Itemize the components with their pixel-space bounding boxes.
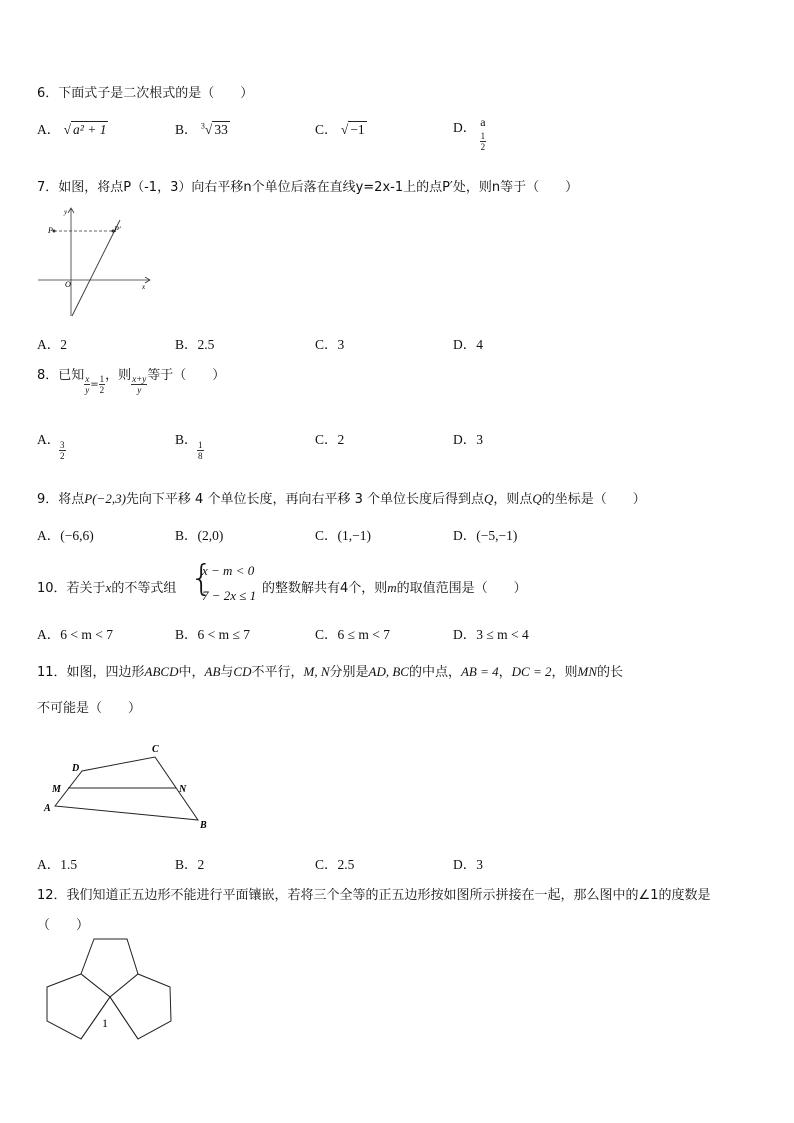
fraction-denominator: 2: [99, 385, 105, 395]
label-p-prime: P′: [114, 225, 121, 234]
q12-stem-line2: （ ）: [37, 918, 90, 933]
inequality-2: 7 − 2x ≤ 1: [202, 588, 257, 603]
q6-option-d[interactable]: [453, 116, 486, 152]
label-origin: O: [65, 280, 71, 289]
stem-text: 的整数解共有4个，则: [262, 581, 388, 596]
q8-option-d[interactable]: D．3: [453, 432, 483, 447]
radicand: 33: [214, 122, 228, 137]
fraction-numerator: 1: [198, 440, 203, 450]
q11-figure: [36, 738, 216, 830]
stem-text: 9．将点: [37, 492, 85, 507]
stem-text: 10．若关于: [37, 581, 106, 596]
q11-option-a[interactable]: A．1.5: [37, 857, 78, 872]
pentagon-left: [47, 974, 110, 1039]
label-a: A: [44, 803, 51, 814]
radicand: −1: [350, 122, 365, 137]
math-adbc: AD, BC: [368, 664, 409, 679]
q7-option-a[interactable]: A．2: [37, 337, 67, 352]
label-b: B: [200, 820, 207, 830]
point-q: Q: [532, 491, 542, 506]
variable: a: [480, 115, 486, 129]
q10-option-a[interactable]: A．6 < m < 7: [37, 627, 113, 642]
q11-option-c[interactable]: C．2.5: [315, 857, 355, 872]
fraction-numerator: x: [85, 374, 90, 384]
option-label: D．: [453, 120, 477, 135]
stem-text: ，则: [105, 368, 132, 383]
fraction-denominator: 8: [198, 451, 203, 461]
label-p: P: [48, 226, 53, 235]
q10-option-d[interactable]: D．3 ≤ m < 4: [453, 627, 529, 642]
radical: √ a² + 1: [63, 122, 107, 137]
label-m: M: [52, 784, 61, 795]
q9-option-d[interactable]: D．(−5,−1): [453, 528, 518, 543]
option-label: B．: [175, 122, 198, 137]
fraction-numerator: 1: [99, 374, 105, 384]
label-n: N: [179, 784, 187, 795]
q10-stem-b: [262, 577, 527, 596]
label-x: x: [142, 283, 146, 291]
stem-text: ，则: [551, 665, 578, 680]
math-cd: CD: [233, 664, 252, 679]
stem-text: 与: [220, 665, 234, 680]
point-p: P(−2,3): [84, 491, 126, 506]
fraction-numerator: 1: [480, 131, 486, 141]
q7-figure: [34, 204, 154, 320]
q6-option-c[interactable]: C． √ −1: [315, 122, 365, 137]
stem-text: 分别是: [329, 665, 369, 680]
option-label: A．: [37, 122, 61, 137]
variable-m: m: [387, 580, 397, 595]
option-label: A．: [37, 432, 61, 447]
stem-text: ，则点: [493, 492, 533, 507]
inequality-1: x − m < 0: [202, 563, 255, 578]
q7-option-b[interactable]: B．2.5: [175, 337, 215, 352]
fraction-denominator: 2: [60, 451, 65, 461]
q6-option-b[interactable]: B． $^3$√ 33: [175, 121, 228, 137]
stem-text: 的中点，: [408, 665, 461, 680]
stem-text: 11．如图，四边形: [37, 665, 145, 680]
q9-option-b[interactable]: B．(2,0): [175, 528, 224, 543]
q7-option-c[interactable]: C．3: [315, 337, 345, 352]
point-p: [53, 230, 56, 233]
angle-label-1: 1: [102, 1016, 108, 1030]
q8-option-b[interactable]: [175, 428, 203, 461]
label-d: D: [72, 763, 80, 774]
pentagon-right: [110, 974, 171, 1039]
fraction-denominator: y: [137, 385, 142, 395]
q9-stem: [37, 488, 646, 507]
stem-text: ，: [498, 665, 512, 680]
math-mn: MN: [577, 664, 598, 679]
q11-stem-line2: 不可能是（ ）: [37, 701, 142, 716]
q10-option-c[interactable]: C．6 ≤ m < 7: [315, 627, 391, 642]
q6-stem: 6．下面式子是二次根式的是（ ）: [37, 86, 254, 101]
label-c: C: [152, 744, 159, 755]
math-ab: AB: [204, 664, 221, 679]
q6-option-a[interactable]: [37, 118, 108, 138]
stem-text: 的坐标是（ ）: [541, 492, 646, 507]
q10-stem-a: [37, 577, 176, 596]
stem-text: 8．已知: [37, 368, 85, 383]
q8-stem: [37, 364, 225, 395]
math-mn: M, N: [303, 664, 330, 679]
math-dc-2: DC = 2: [511, 664, 552, 679]
option-label: C．: [315, 122, 338, 137]
stem-text: 中，: [178, 665, 205, 680]
stem-text: 等于（ ）: [147, 368, 226, 383]
option-label: B．: [175, 432, 198, 447]
point-q: Q: [483, 491, 494, 506]
q12-figure: [36, 936, 182, 1046]
equals-sign: =: [90, 379, 99, 390]
stem-text: 的取值范围是（ ）: [396, 581, 527, 596]
q11-option-d[interactable]: D．3: [453, 857, 483, 872]
variable-x: x: [105, 580, 112, 595]
q7-stem: 7．如图，将点P（-1，3）向右平移n个单位后落在直线y=2x-1上的点P′处，则n等于（ ）: [37, 180, 579, 195]
q8-option-a[interactable]: [37, 428, 65, 461]
radical-index: 3: [200, 121, 205, 131]
math-ab-4: AB = 4: [460, 664, 499, 679]
q12-stem: 12．我们知道正五边形不能进行平面镶嵌，若将三个全等的正五边形按如图所示拼接在一起，那么图中的∠1的度数是: [37, 888, 711, 903]
math-abcd: ABCD: [144, 664, 179, 679]
fraction-denominator: y: [85, 385, 90, 395]
fraction-numerator: x+y: [132, 374, 147, 384]
label-y: y: [64, 208, 68, 216]
system-brace: {: [190, 558, 213, 599]
stem-text: 的长: [597, 665, 624, 680]
q11-option-b[interactable]: B．2: [175, 857, 205, 872]
stem-text: 先向下平移 4 个单位长度，再向右平移 3 个单位长度后得到点: [125, 492, 484, 507]
q7-option-d[interactable]: D．4: [453, 337, 483, 352]
q9-option-a[interactable]: A．(−6,6): [37, 528, 94, 543]
q10-option-b[interactable]: B．6 < m ≤ 7: [175, 627, 251, 642]
fraction-denominator: 2: [480, 142, 486, 152]
q8-option-c[interactable]: C．2: [315, 432, 345, 447]
stem-text: 的不等式组: [111, 581, 177, 596]
fraction-numerator: 3: [60, 440, 65, 450]
q11-stem: [37, 661, 623, 680]
q9-option-c[interactable]: C．(1,−1): [315, 528, 371, 543]
line-y-2x-1: [72, 220, 120, 316]
stem-text: 不平行，: [251, 665, 304, 680]
